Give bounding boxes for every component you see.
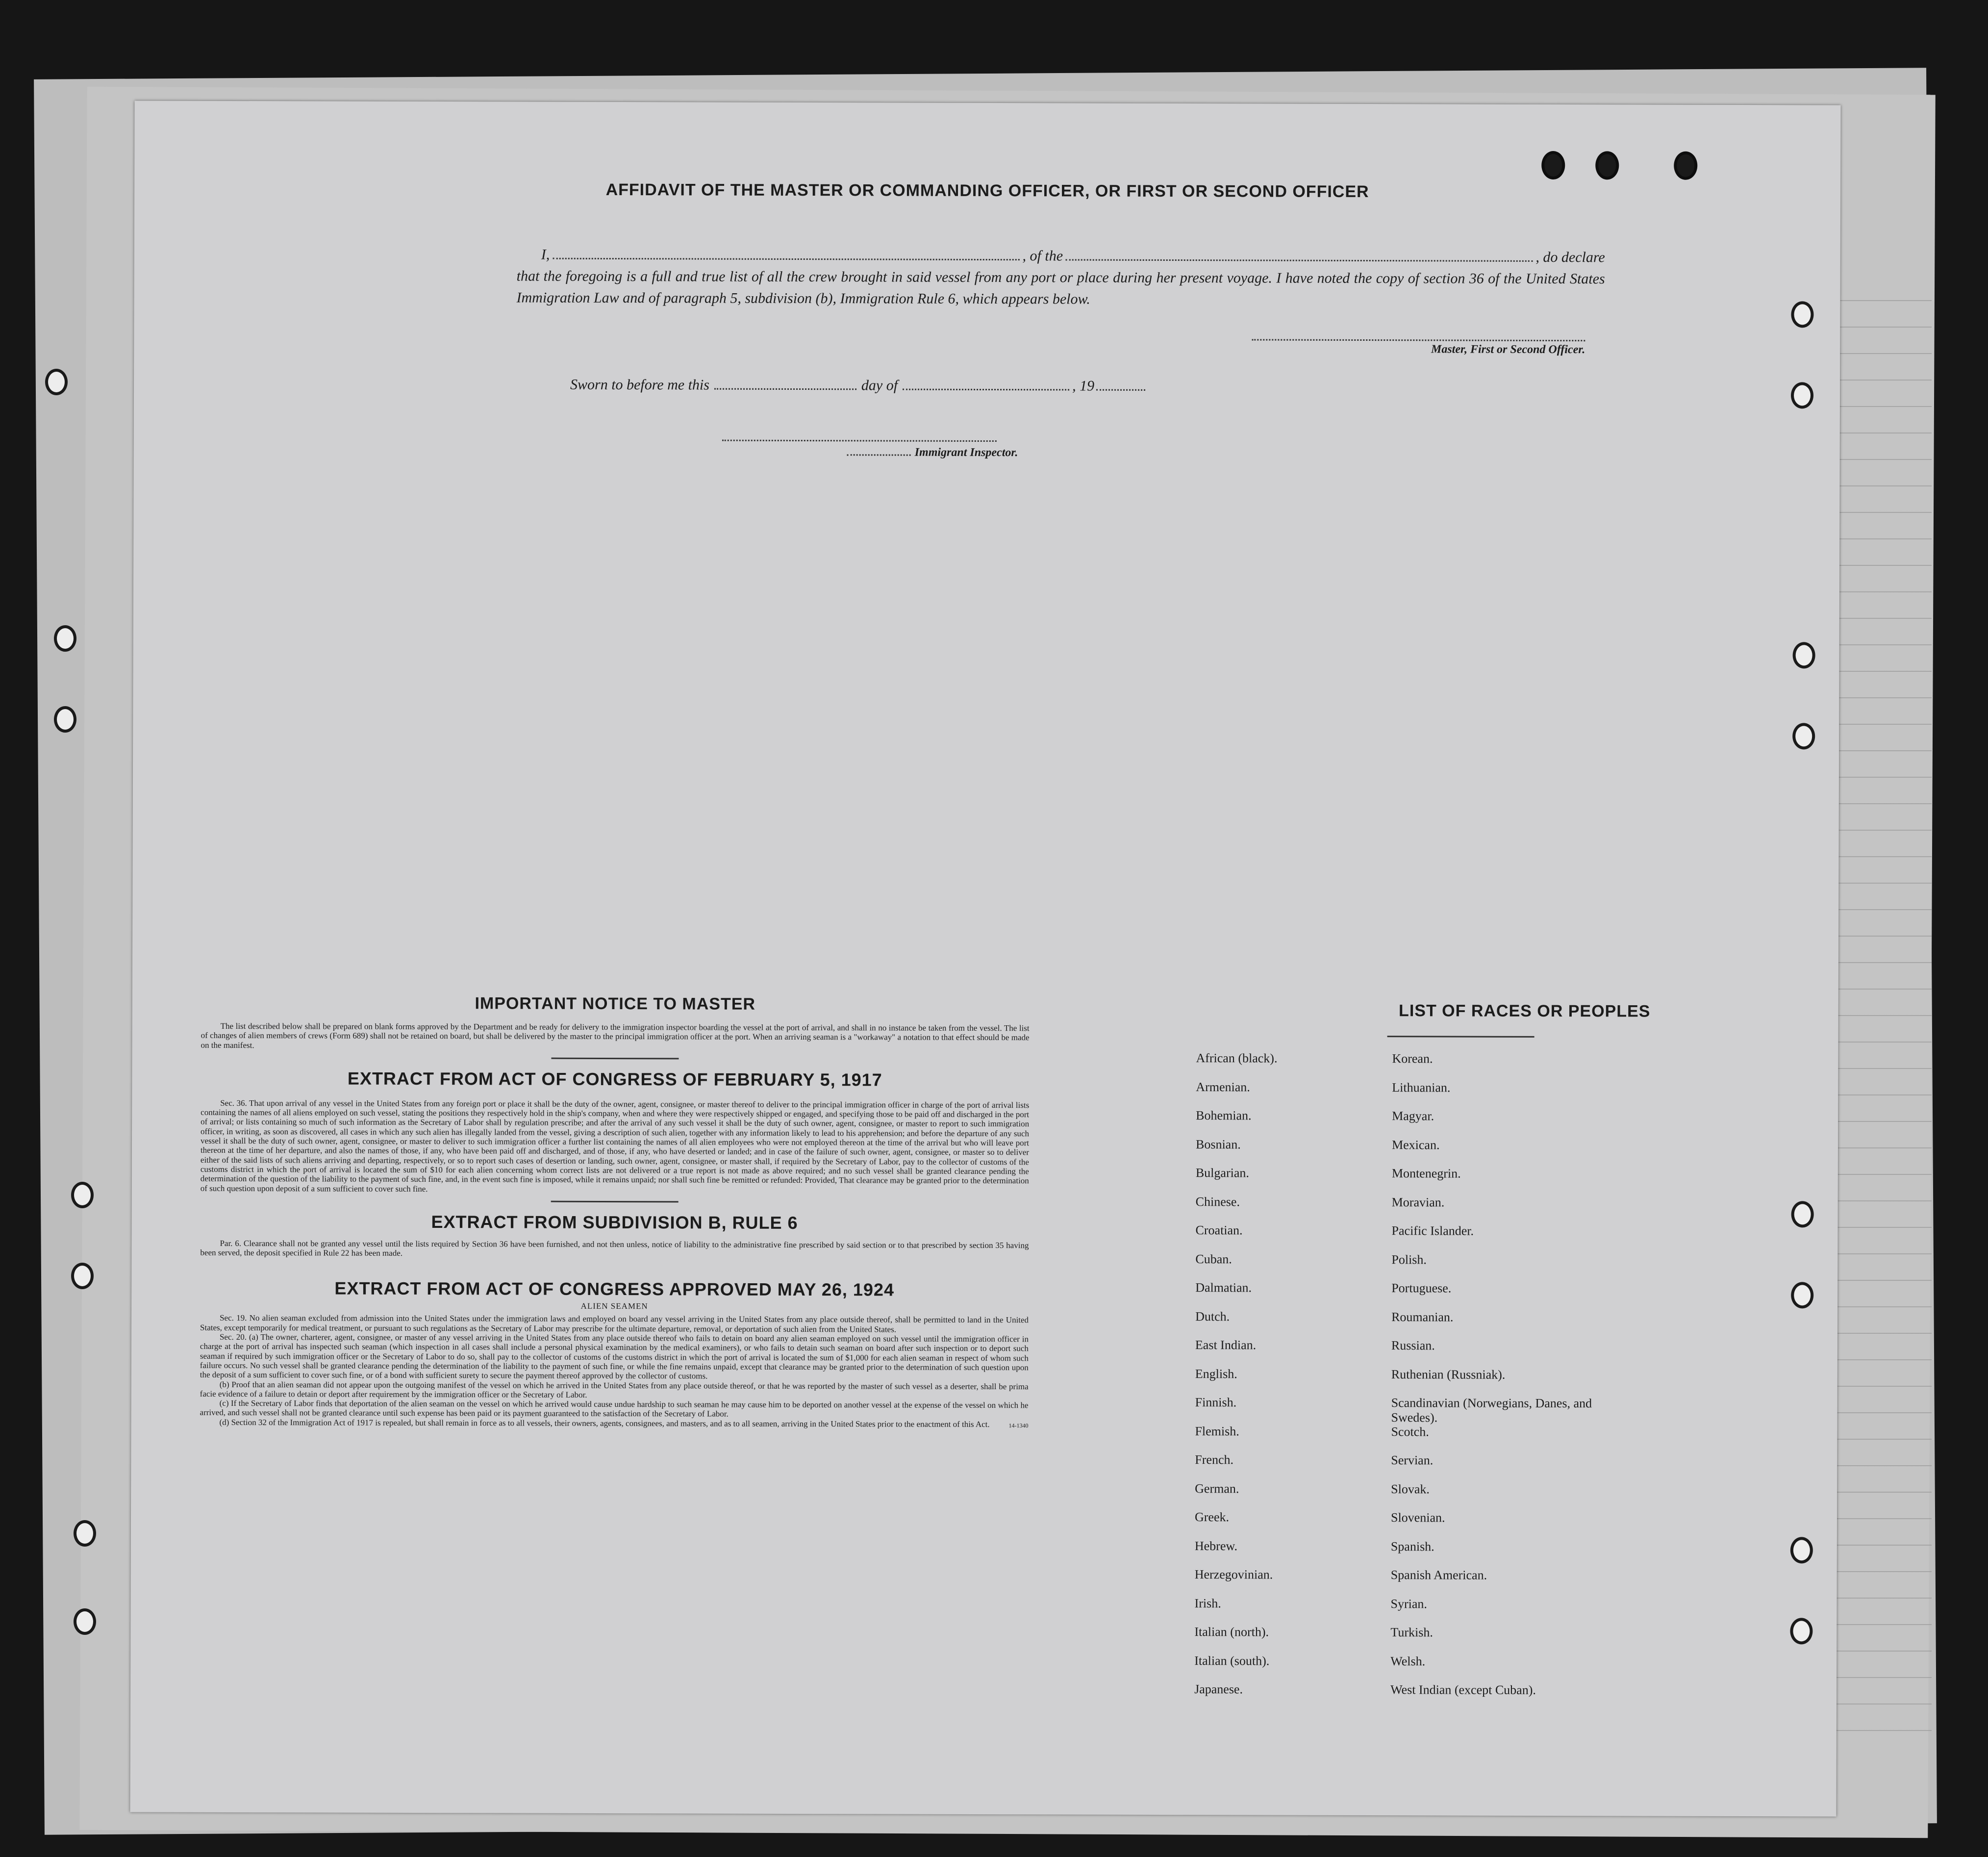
race-item: Hebrew. xyxy=(1194,1538,1238,1553)
race-item: Roumanian. xyxy=(1391,1309,1454,1324)
extract-1924-title: EXTRACT FROM ACT OF CONGRESS APPROVED MAY 26, 1924 xyxy=(334,1278,895,1300)
form-number: 14-1340 xyxy=(1008,1422,1029,1429)
race-item: Italian (north). xyxy=(1194,1625,1269,1639)
sec20b-text: (b) Proof that an alien seaman did not appear upon the outgoing manifest of the vessel on which he arrived in the United States from any place outside thereof, or that he was reported by the master of such vessel as a deserter, shall be prima facie evidence of a failure to detain or deport after requirement by the immigration officer or the Secretary of Labor. xyxy=(200,1379,1029,1399)
race-item: Portuguese. xyxy=(1391,1281,1452,1296)
race-item: Cuban. xyxy=(1195,1251,1232,1266)
race-item: Pacific Islander. xyxy=(1391,1223,1474,1238)
sec20c-text: (c) If the Secretary of Labor finds that deportation of the alien seaman on the vessel on which he arrived would cause undue hardship to such seaman he may cause him to be deported on another vessel at the expense of the vessel on which he arrived, and such vessel shall not be granted clearance until such expense has been paid or its payment guaranteed to the satisfaction of the Secretary of Labor. xyxy=(200,1399,1029,1419)
background-ruled-lines xyxy=(1834,275,1932,1746)
punch-hole xyxy=(1595,151,1619,179)
punch-hole xyxy=(54,625,76,652)
race-item: Armenian. xyxy=(1196,1079,1250,1094)
race-item: Syrian. xyxy=(1390,1596,1427,1611)
affidavit-i: I, xyxy=(541,246,550,263)
extract-1917-title: EXTRACT FROM ACT OF CONGRESS OF FEBRUARY 5, 1917 xyxy=(347,1068,882,1090)
sec20a-text: Sec. 20. (a) The owner, charterer, agent, consignee, or master of any vessel arriving in the United States from any place outside thereof who fails to detain on board any alien seaman employed on such vessel until the immigration officer in charge at the port of arrival has inspected such seaman (which inspection in all cases shall include a personal physical examination by the medical examiners), or who fails to detain such seaman on board after such inspection or to deport such seaman if required by such immigration officer or the Secretary of Labor to do so, shall pay to the collector of customs of the customs district in which the port of arrival is located the sum of $1,000 for each alien seaman in respect of whom such failure occurs. No such vessel shall be granted clearance pending the determination of the liability to the payment of such fine, or while the fine remains unpaid, except that clearance may be granted prior to the determination of such question upon the deposit of a sum sufficient to cover such fine, or of a bond with sufficient surety to secure the payment thereof approved by the collector of customs. xyxy=(200,1332,1029,1381)
race-item: Herzegovinian. xyxy=(1194,1567,1273,1582)
notice-column xyxy=(200,993,1029,1429)
punch-hole xyxy=(1791,382,1813,408)
name-blank xyxy=(553,258,1019,260)
race-item: East Indian. xyxy=(1195,1338,1257,1352)
affidavit-paragraph: that the foregoing is a full and true list of all the crew brought in said vessel from any port or place during her present voyage. I have noted the copy of section 36 of the United States Immigration Law and of paragraph 5, subdivision (b), Immigration Rule 6, which appears below. xyxy=(516,268,1605,307)
sec20d-text: (d) Section 32 of the Immigration Act of 1917 is repealed, but shall remain in force as to all vessels, their owners, agents, consignees, and masters, and as to all seamen, arriving in the United States prior to the enactment of this Act. xyxy=(219,1417,990,1429)
race-item: Turkish. xyxy=(1390,1625,1433,1640)
punch-hole xyxy=(1791,1201,1814,1227)
race-item: Dutch. xyxy=(1195,1309,1230,1323)
inspector-blank xyxy=(847,454,911,456)
race-item: Spanish American. xyxy=(1390,1568,1487,1582)
race-item: Korean. xyxy=(1392,1051,1433,1066)
sec19-text: Sec. 19. No alien seaman excluded from admission into the United States under the immigration laws and employed on board any vessel arriving in the United States from any place outside thereof, shall be permitted to land in the United States, except temporarily for medical treatment, or pursuant to such regulations as the Secretary of Labor may prescribe for the ultimate departure, removal, or deportation of such alien from the United States. xyxy=(200,1313,1029,1334)
race-item: Flemish. xyxy=(1195,1424,1239,1438)
sworn-year: , 19 xyxy=(1072,378,1095,394)
race-item: German. xyxy=(1195,1481,1239,1496)
race-item: Spanish. xyxy=(1390,1539,1434,1553)
race-item: Moravian. xyxy=(1391,1195,1445,1209)
sworn-date-blank xyxy=(714,388,856,390)
extract-rule6-text: Par. 6. Clearance shall not be granted any vessel until the lists required by Section 36 have been furnished, and not then unless, notice of liability to the administrative fine prescribed by said section or to that prescribed by section 35 having been served, the deposit specified in Rule 22 has been made. xyxy=(200,1238,1029,1258)
punch-hole xyxy=(1674,152,1697,180)
sworn-day-of: day of xyxy=(861,377,898,394)
race-item: Irish. xyxy=(1194,1596,1221,1610)
race-item: Magyar. xyxy=(1392,1109,1434,1123)
punch-hole xyxy=(1541,151,1565,179)
sworn-year-blank xyxy=(1096,389,1145,391)
sworn-prefix: Sworn to before me this xyxy=(570,376,709,393)
alien-seamen-subtitle: ALIEN SEAMEN xyxy=(580,1301,648,1311)
punch-hole xyxy=(1793,642,1815,668)
race-item: Mexican. xyxy=(1391,1137,1440,1152)
race-item: Bohemian. xyxy=(1196,1108,1252,1123)
sworn-line xyxy=(570,377,1257,395)
affidavit-declare: , do declare xyxy=(1535,249,1605,266)
race-item: Greek. xyxy=(1194,1510,1230,1525)
affidavit-declaration-line xyxy=(517,244,1605,268)
punch-hole xyxy=(74,1608,96,1635)
extract-1917-text: Sec. 36. That upon arrival of any vessel in the United States from any foreign port or place it shall be the duty of the owner, agent, consignee, or master thereof to deliver to the principal immigration officer in charge of the port of arrival lists containing the names of all aliens employed on such vessel, stating the positions they respectively hold in the ship's company, when and where they were respectively shipped or engaged, and specifying those to be paid off and discharged in the port of arrival; or lists containing so much of such information as the Secretary of Labor shall by regulation prescribe; and after the arrival of any such vessel it shall be the duty of such owner, agent, consignee, or master to report to such immigration officer, in writing, as soon as discovered, all cases in which any such alien has illegally landed from the vessel, giving a description of such alien, together with any information likely to lead to his apprehension; and before the departure of any such vessel it shall be the duty of such owner, agent, consignee, or master to deliver to such immigration officer a further list containing the names of all alien employees who were not employed thereon at the time of the arrival but who will leave port thereon at the time of her departure, and also the names of those, if any, who have been paid off and discharged, and of those, if any, who have deserted or landed; and in case of the failure of such owner, agent, consignee, or master so to deliver either of the said lists of such aliens arriving and departing, respectively, or so to report such cases of desertion or landing, such owner, agent, consignee, or master shall, if required by the Secretary of Labor, pay to the collector of customs of the customs district in which the port of arrival is located the sum of $10 for each alien concerning whom correct lists are not delivered or a true report is not made as above required; and no such vessel shall be granted clearance pending the determination of the question of the liability to the payment of such fine, and, in the event such fine is imposed, while it remains unpaid; nor shall such fine be remitted or refunded: Provided, That clearance may be granted prior to the determination of such question upon deposit of a sum sufficient to cover such fine. xyxy=(200,1098,1030,1194)
punch-hole xyxy=(1790,1537,1813,1563)
notice-text: The list described below shall be prepared on blank forms approved by the Department and be ready for delivery to the immigration inspector boarding the vessel at the port of arrival, and shall in no instance be taken from the vessel. The list of changes of alien members of crews (Form 689) shall not be retained on board, but shall be delivered by the master to the principal immigration officer at the port. When an arriving seaman is a "workaway" a notation to that effect should be made on the manifest. xyxy=(201,1021,1030,1050)
race-item: Lithuanian. xyxy=(1392,1080,1451,1094)
punch-hole xyxy=(54,706,76,733)
race-item: Montenegrin. xyxy=(1391,1166,1461,1181)
race-item: French. xyxy=(1195,1452,1234,1467)
race-item: Japanese. xyxy=(1194,1682,1243,1697)
manifest-page xyxy=(130,101,1840,1816)
inspector-label: Immigrant Inspector. xyxy=(914,446,1018,459)
punch-hole xyxy=(71,1263,94,1289)
race-item: Scandinavian (Norwegians, Danes, and Swedes). xyxy=(1391,1396,1592,1425)
race-item: Russian. xyxy=(1391,1338,1435,1353)
race-item: Croatian. xyxy=(1195,1223,1243,1238)
race-item: Scotch. xyxy=(1391,1424,1429,1439)
punch-hole xyxy=(1792,723,1815,749)
race-item: Bulgarian. xyxy=(1195,1166,1249,1180)
race-item: Ruthenian (Russniak). xyxy=(1391,1367,1506,1382)
race-item: Polish. xyxy=(1391,1252,1427,1267)
inspector-line xyxy=(847,446,1018,459)
race-item: Finnish. xyxy=(1195,1395,1237,1410)
vessel-blank xyxy=(1066,259,1533,261)
race-item: Bosnian. xyxy=(1195,1137,1241,1151)
sworn-month-blank xyxy=(903,389,1069,391)
race-item: West Indian (except Cuban). xyxy=(1390,1682,1536,1697)
master-signature-label: Master, First or Second Officer. xyxy=(1252,339,1585,356)
affidavit-of-the: , of the xyxy=(1022,248,1063,264)
affidavit-title: AFFIDAVIT OF THE MASTER OR COMMANDING OFFICER, OR FIRST OR SECOND OFFICER xyxy=(605,180,1369,202)
race-item: Slovak. xyxy=(1391,1481,1430,1496)
punch-hole xyxy=(1790,1618,1812,1644)
races-left-column xyxy=(1194,1051,1278,1711)
race-item: Servian. xyxy=(1391,1453,1434,1468)
races-right-column xyxy=(1390,1051,1628,1712)
punch-hole xyxy=(1791,1282,1813,1308)
punch-hole xyxy=(71,1182,94,1208)
divider xyxy=(551,1201,679,1203)
race-item: Italian (south). xyxy=(1194,1653,1270,1668)
notice-title: IMPORTANT NOTICE TO MASTER xyxy=(475,994,756,1014)
races-title: LIST OF RACES OR PEOPLES xyxy=(1399,1001,1651,1021)
affidavit-body xyxy=(516,244,1605,311)
race-item: Dalmatian. xyxy=(1195,1280,1252,1295)
race-item: Slovenian. xyxy=(1390,1510,1445,1525)
punch-hole xyxy=(74,1520,96,1547)
divider xyxy=(551,1058,679,1060)
punch-hole xyxy=(1791,301,1813,328)
extract-rule6-title: EXTRACT FROM SUBDIVISION B, RULE 6 xyxy=(431,1211,798,1233)
race-item: Welsh. xyxy=(1390,1653,1426,1668)
race-item: English. xyxy=(1195,1366,1237,1381)
race-item: Chinese. xyxy=(1195,1194,1240,1209)
race-item: African (black). xyxy=(1196,1051,1278,1066)
punch-hole xyxy=(45,369,68,395)
